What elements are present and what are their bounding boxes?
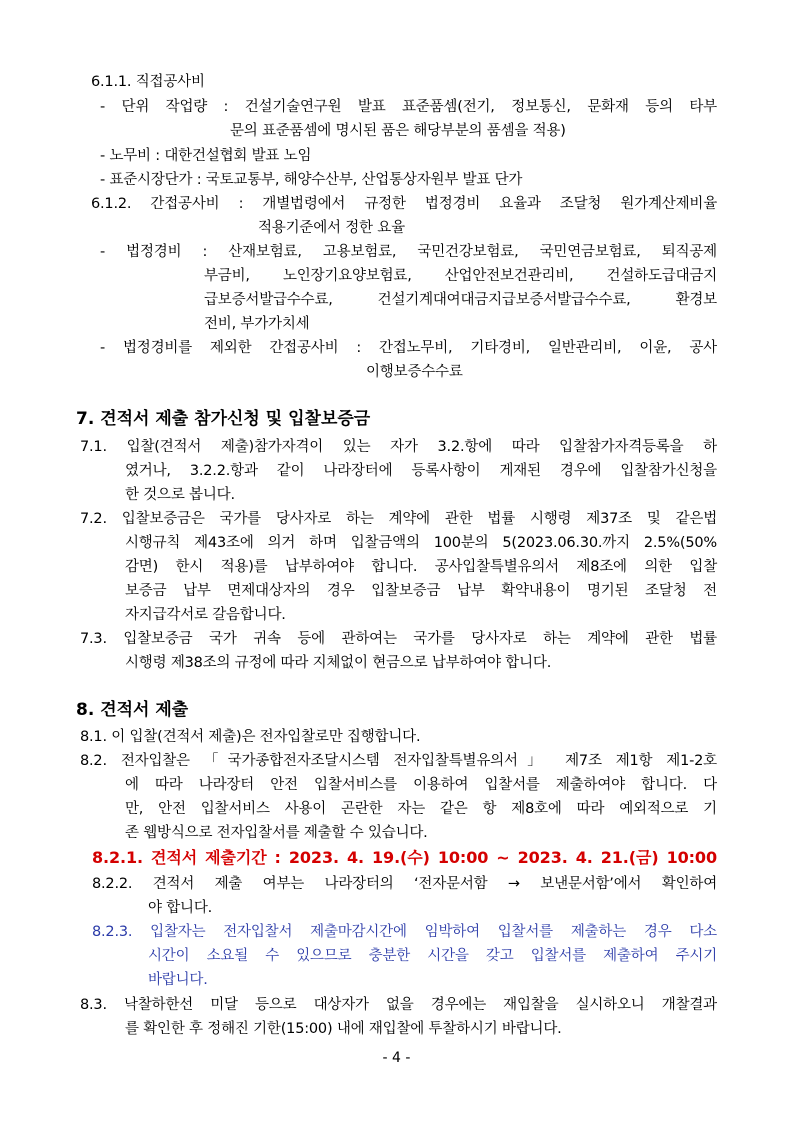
section-8-2-2-line-2: 야 합니다. bbox=[148, 900, 213, 916]
section-7-2-line-4: 보증금 납부 면제대상자의 경우 입찰보증금 납부 확약내용이 명기된 조달청 전 bbox=[125, 583, 717, 599]
section-7-heading: 7. 견적서 제출 참가신청 및 입찰보증금 bbox=[76, 409, 371, 429]
section-6-1-2-item-2-line-2: 이행보증수수료 bbox=[366, 364, 463, 380]
section-8-heading: 8. 견적서 제출 bbox=[76, 700, 189, 720]
section-8-2-line-1: 8.2. 전자입찰은 「국가종합전자조달시스템 전자입찰특별유의서」 제7조 제1항 제1-2호 bbox=[80, 753, 717, 769]
section-6-1-2-item-1-line-4: 전비, 부가가치세 bbox=[204, 316, 310, 332]
section-6-1-2-line-2: 적용기준에서 정한 요율 bbox=[258, 220, 405, 236]
section-6-1-1-title: 6.1.1. 직접공사비 bbox=[91, 74, 205, 90]
section-6-1-1-item-1-line-1: - 단위 작업량 : 건설기술연구원 발표 표준품셈(전기, 정보통신, 문화재 등의 타부 bbox=[100, 99, 717, 115]
section-7-2-line-5: 자지급각서로 갈음합니다. bbox=[125, 607, 286, 623]
section-6-1-2-item-2-line-1: - 법정경비를 제외한 간접공사비 : 간접노무비, 기타경비, 일반관리비, 이윤, 공사 bbox=[100, 340, 717, 356]
section-7-2-line-2: 시행규칙 제43조에 의거 하며 입찰금액의 100분의 5(2023.06.30.까지 2.5%(50% bbox=[125, 535, 717, 551]
section-6-1-2-item-1-line-3: 급보증서발급수수료, 건설기계대여대금지급보증서발급수수료, 환경보 bbox=[204, 292, 717, 308]
section-8-1: 8.1. 이 입찰(견적서 제출)은 전자입찰로만 집행합니다. bbox=[80, 729, 421, 745]
section-6-1-2-item-1-line-2: 부금비, 노인장기요양보험료, 산업안전보건관리비, 건설하도급대금지 bbox=[204, 268, 717, 284]
section-8-2-3-line-2: 시간이 소요될 수 있으므로 충분한 시간을 갖고 입찰서를 제출하여 주시기 bbox=[148, 948, 717, 964]
section-8-3-line-1: 8.3. 낙찰하한선 미달 등으로 대상자가 없을 경우에는 재입찰을 실시하오니 개찰결과 bbox=[80, 997, 717, 1013]
section-6-1-1-item-1-line-2: 문의 표준품셈에 명시된 품은 해당부분의 품셈을 적용) bbox=[230, 123, 566, 139]
page-number: - 4 - bbox=[382, 1050, 411, 1066]
section-8-2-line-3: 만, 안전 입찰서비스 사용이 곤란한 자는 같은 항 제8호에 따라 예외적으로 기 bbox=[125, 801, 717, 817]
section-7-1-line-3: 한 것으로 봅니다. bbox=[125, 487, 235, 503]
section-8-2-line-4: 존 웹방식으로 전자입찰서를 제출할 수 있습니다. bbox=[125, 825, 428, 841]
section-8-3-line-2: 를 확인한 후 정해진 기한(15:00) 내에 재입찰에 투찰하시기 바랍니다. bbox=[125, 1021, 562, 1037]
section-6-1-2-item-1-line-1: - 법정경비 : 산재보험료, 고용보험료, 국민건강보험료, 국민연금보험료, 퇴직공제 bbox=[100, 244, 717, 260]
section-7-2-line-1: 7.2. 입찰보증금은 국가를 당사자로 하는 계약에 관한 법률 시행령 제37조 및 같은법 bbox=[80, 511, 717, 527]
section-8-2-3-line-1: 8.2.3. 입찰자는 전자입찰서 제출마감시간에 임박하여 입찰서를 제출하는 경우 다소 bbox=[92, 924, 717, 940]
section-8-2-2-line-1: 8.2.2. 견적서 제출 여부는 나라장터의 ‘전자문서함 → 보낸문서함’에서 확인하여 bbox=[92, 876, 717, 892]
section-7-1-line-2: 였거나, 3.2.2.항과 같이 나라장터에 등록사항이 게재된 경우에 입찰참가신청을 bbox=[125, 463, 717, 479]
section-6-1-2-line-1: 6.1.2. 간접공사비 : 개별법령에서 규정한 법정경비 요율과 조달청 원가계산제비율 bbox=[91, 196, 717, 212]
section-7-3-line-1: 7.3. 입찰보증금 국가 귀속 등에 관하여는 국가를 당사자로 하는 계약에 관한 법률 bbox=[80, 631, 717, 647]
section-7-1-line-1: 7.1. 입찰(견적서 제출)참가자격이 있는 자가 3.2.항에 따라 입찰참가자격등록을 하 bbox=[80, 439, 717, 455]
section-8-2-1-deadline: 8.2.1. 견적서 제출기간 : 2023. 4. 19.(수) 10:00 ~ 2023. 4. 21.(금) 10:00 bbox=[92, 848, 717, 867]
section-8-2-3-line-3: 바랍니다. bbox=[148, 972, 208, 988]
section-7-2-line-3: 감면) 한시 적용)를 납부하여야 합니다. 공사입찰특별유의서 제8조에 의한 입찰 bbox=[125, 559, 717, 575]
section-8-2-line-2: 에 따라 나라장터 안전 입찰서비스를 이용하여 입찰서를 제출하여야 합니다. 다 bbox=[125, 777, 717, 793]
section-6-1-1-item-2: - 노무비 : 대한건설협회 발표 노임 bbox=[100, 148, 312, 164]
section-6-1-1-item-3: - 표준시장단가 : 국토교통부, 해양수산부, 산업통상자원부 발표 단가 bbox=[100, 172, 523, 188]
section-7-3-line-2: 시행령 제38조의 규정에 따라 지체없이 현금으로 납부하여야 합니다. bbox=[125, 655, 552, 671]
